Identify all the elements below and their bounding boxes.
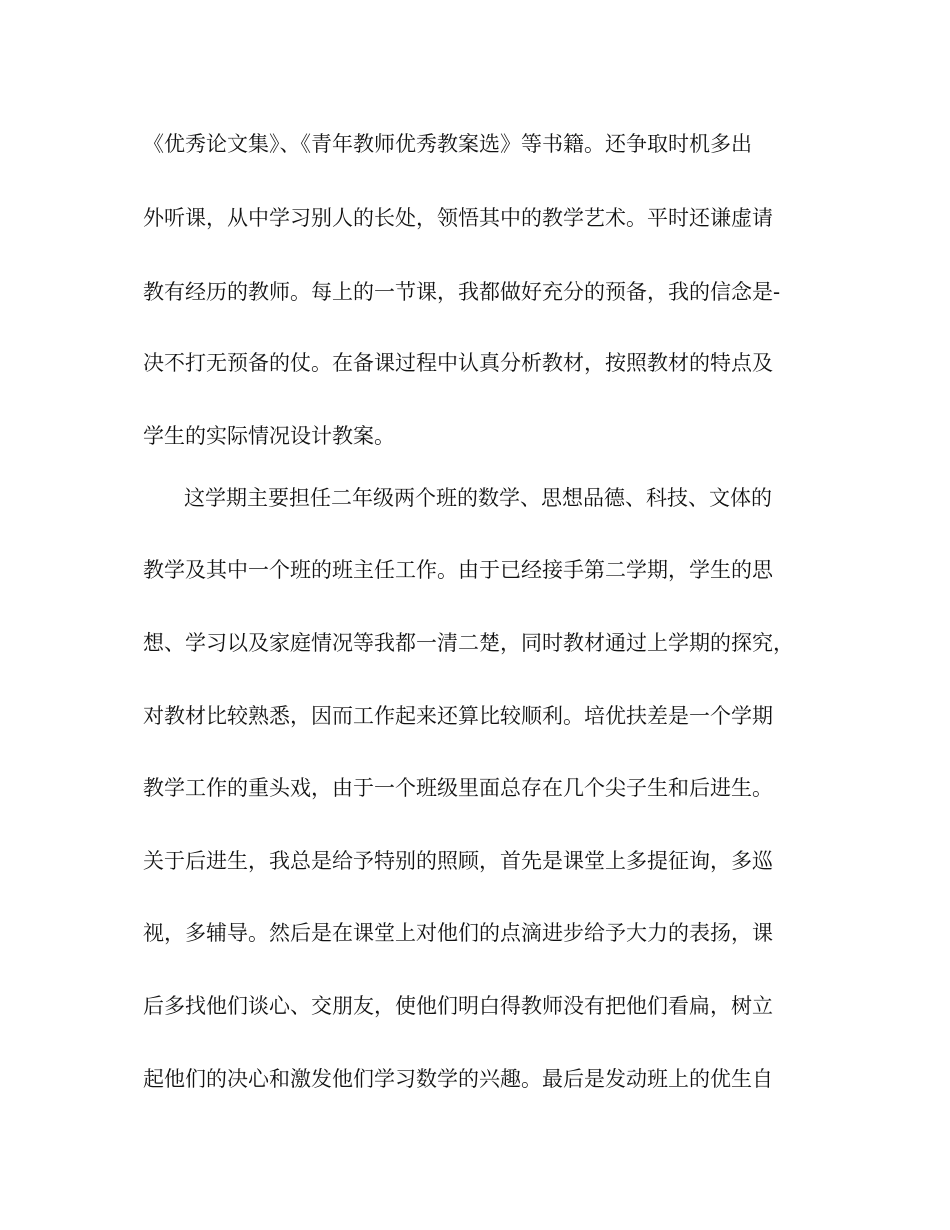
text-line: 《优秀论文集》、《青年教师优秀教案选》等书籍。还争取时机多出 xyxy=(143,132,752,156)
text-line: 教有经历的教师。每上的一节课，我都做好充分的预备，我的信念是- xyxy=(143,280,781,304)
text-line: 教学工作的重头戏，由于一个班级里面总存在几个尖子生和后进生。 xyxy=(143,776,773,800)
text-line: 外听课，从中学习别人的长处，领悟其中的教学艺术。平时还谦虚请 xyxy=(143,206,773,230)
text-line: 后多找他们谈心、交朋友，使他们明白得教师没有把他们看扁，树立 xyxy=(143,994,773,1018)
text-line: 起他们的决心和激发他们学习数学的兴趣。最后是发动班上的优生自 xyxy=(143,1067,773,1091)
text-line: 学生的实际情况设计教案。 xyxy=(143,424,395,448)
text-line: 视，多辅导。然后是在课堂上对他们的点滴进步给予大力的表扬，课 xyxy=(143,921,773,945)
text-line: 决不打无预备的仗。在备课过程中认真分析教材，按照教材的特点及 xyxy=(143,351,773,375)
text-line: 教学及其中一个班的班主任工作。由于已经接手第二学期，学生的思 xyxy=(143,558,773,582)
text-line: 想、学习以及家庭情况等我都一清二楚，同时教材通过上学期的探究， xyxy=(143,631,794,655)
paragraph-first-line: 这学期主要担任二年级两个班的数学、思想品德、科技、文体的 xyxy=(184,486,772,510)
text-line: 对教材比较熟悉，因而工作起来还算比较顺利。培优扶差是一个学期 xyxy=(143,704,773,728)
text-line: 关于后进生，我总是给予特别的照顾，首先是课堂上多提征询，多巡 xyxy=(143,849,773,873)
